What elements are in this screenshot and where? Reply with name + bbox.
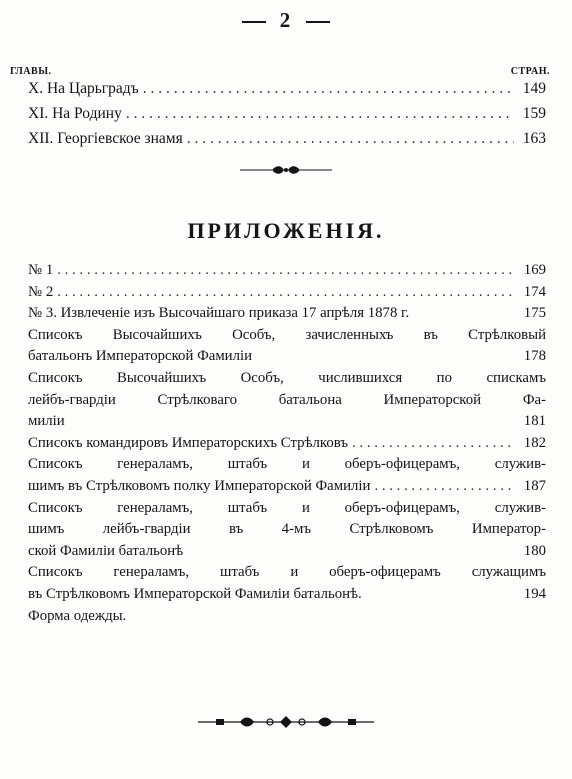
- appendix-entry: [28, 370, 546, 435]
- appendix-title: ПРИЛОЖЕНІЯ.: [187, 218, 385, 243]
- appendix-entry-text: Форма одежды.: [28, 607, 127, 624]
- appendix-entry-page: 175: [523, 305, 546, 322]
- dot-leader: [143, 80, 514, 98]
- appendix-entry-text: № 1: [28, 262, 54, 278]
- appendix-entry-text: ской Фамиліи батальонѣ: [28, 542, 184, 559]
- appendix-entry: [28, 435, 546, 457]
- chapter-page: 149: [522, 80, 546, 97]
- small-ornament-divider: [236, 163, 336, 177]
- appendix-entry: [28, 608, 546, 630]
- appendix-entry: [28, 262, 546, 284]
- dot-leader: [57, 284, 512, 301]
- chapter-list: [28, 80, 546, 155]
- appendix-entry-text: шимъ лейбъ-гвардіи въ 4-мъ Стрѣлковомъ Император-: [28, 521, 546, 538]
- appendix-entry-text: Списокъ командировъ Императорскихъ Стрѣлковъ: [28, 434, 349, 451]
- appendix-entry-text: въ Стрѣлковомъ Императорской Фамиліи батальонѣ.: [28, 585, 362, 602]
- dot-leader: [57, 262, 512, 279]
- appendix-entry: [28, 456, 546, 499]
- appendix-entry-text: Списокъ Высочайшихъ Особъ, зачисленныхъ въ Стрѣлковый: [28, 326, 546, 343]
- appendix-entry-text: Списокъ генераламъ, штабъ и оберъ-офицерамъ служащимъ: [28, 564, 546, 581]
- pages-column-header: СТРАН.: [510, 66, 550, 77]
- bottom-ornament-divider: [196, 714, 376, 730]
- appendix-entry-page: 180: [523, 542, 546, 559]
- appendix-entry-text: Списокъ Высочайшихъ Особъ, числившихся по спискамъ: [28, 369, 546, 386]
- appendix-entry-text: шимъ въ Стрѣлковомъ полку Императорской Фамиліи: [28, 477, 371, 494]
- appendix-entry: [28, 327, 546, 370]
- page-number: [0, 8, 572, 33]
- appendix-entry-text: лейбъ-гвардіи Стрѣлковаго батальона Императорской Фа-: [28, 391, 546, 408]
- appendix-entry: [28, 564, 546, 607]
- left-dash: [242, 21, 266, 23]
- appendix-entry: [28, 284, 546, 306]
- appendix-entry: [28, 500, 546, 565]
- dot-leader: [374, 478, 512, 495]
- chapters-column-header: ГЛАВЫ.: [10, 66, 52, 77]
- chapter-row: [28, 105, 546, 130]
- appendix-entry-text: № 3. Извлеченіе изъ Высочайшаго приказа 17 апрѣля 1878 г.: [28, 305, 410, 322]
- appendix-entry-page: 181: [523, 413, 546, 430]
- appendix-entry-text: батальонъ Императорской Фамиліи: [28, 348, 253, 365]
- page-number-text: 2: [279, 8, 293, 32]
- appendix-entry-text: № 2: [28, 283, 54, 300]
- appendix-entry-page: 169: [523, 262, 546, 278]
- appendix-entry-page: 194: [523, 585, 546, 602]
- appendix-entry-text: Списокъ генераламъ, штабъ и оберъ-офицерамъ, служив-: [28, 499, 546, 516]
- appendix-entry-text: Списокъ генераламъ, штабъ и оберъ-офицерамъ, служив-: [28, 456, 546, 473]
- chapter-title: XI. На Родину: [28, 105, 122, 122]
- chapter-row: [28, 80, 546, 105]
- dot-leader: [187, 130, 514, 148]
- dot-leader: [126, 105, 514, 123]
- appendix-entry-page: 178: [523, 348, 546, 365]
- dot-leader: [352, 435, 512, 452]
- appendix-entry-page: 174: [523, 283, 546, 300]
- chapter-page: 163: [522, 130, 546, 147]
- right-dash: [306, 21, 330, 23]
- appendix-list: [28, 262, 546, 629]
- appendix-entry: [28, 305, 546, 327]
- chapter-title: X. На Царьградъ: [28, 80, 139, 97]
- chapter-row: [28, 130, 546, 155]
- appendix-entry-text: миліи: [28, 413, 65, 430]
- appendix-entry-page: 182: [523, 434, 546, 451]
- chapter-page: 159: [522, 105, 546, 122]
- chapter-title: XII. Георгіевское знамя: [28, 130, 183, 147]
- appendix-entry-page: 187: [523, 477, 546, 494]
